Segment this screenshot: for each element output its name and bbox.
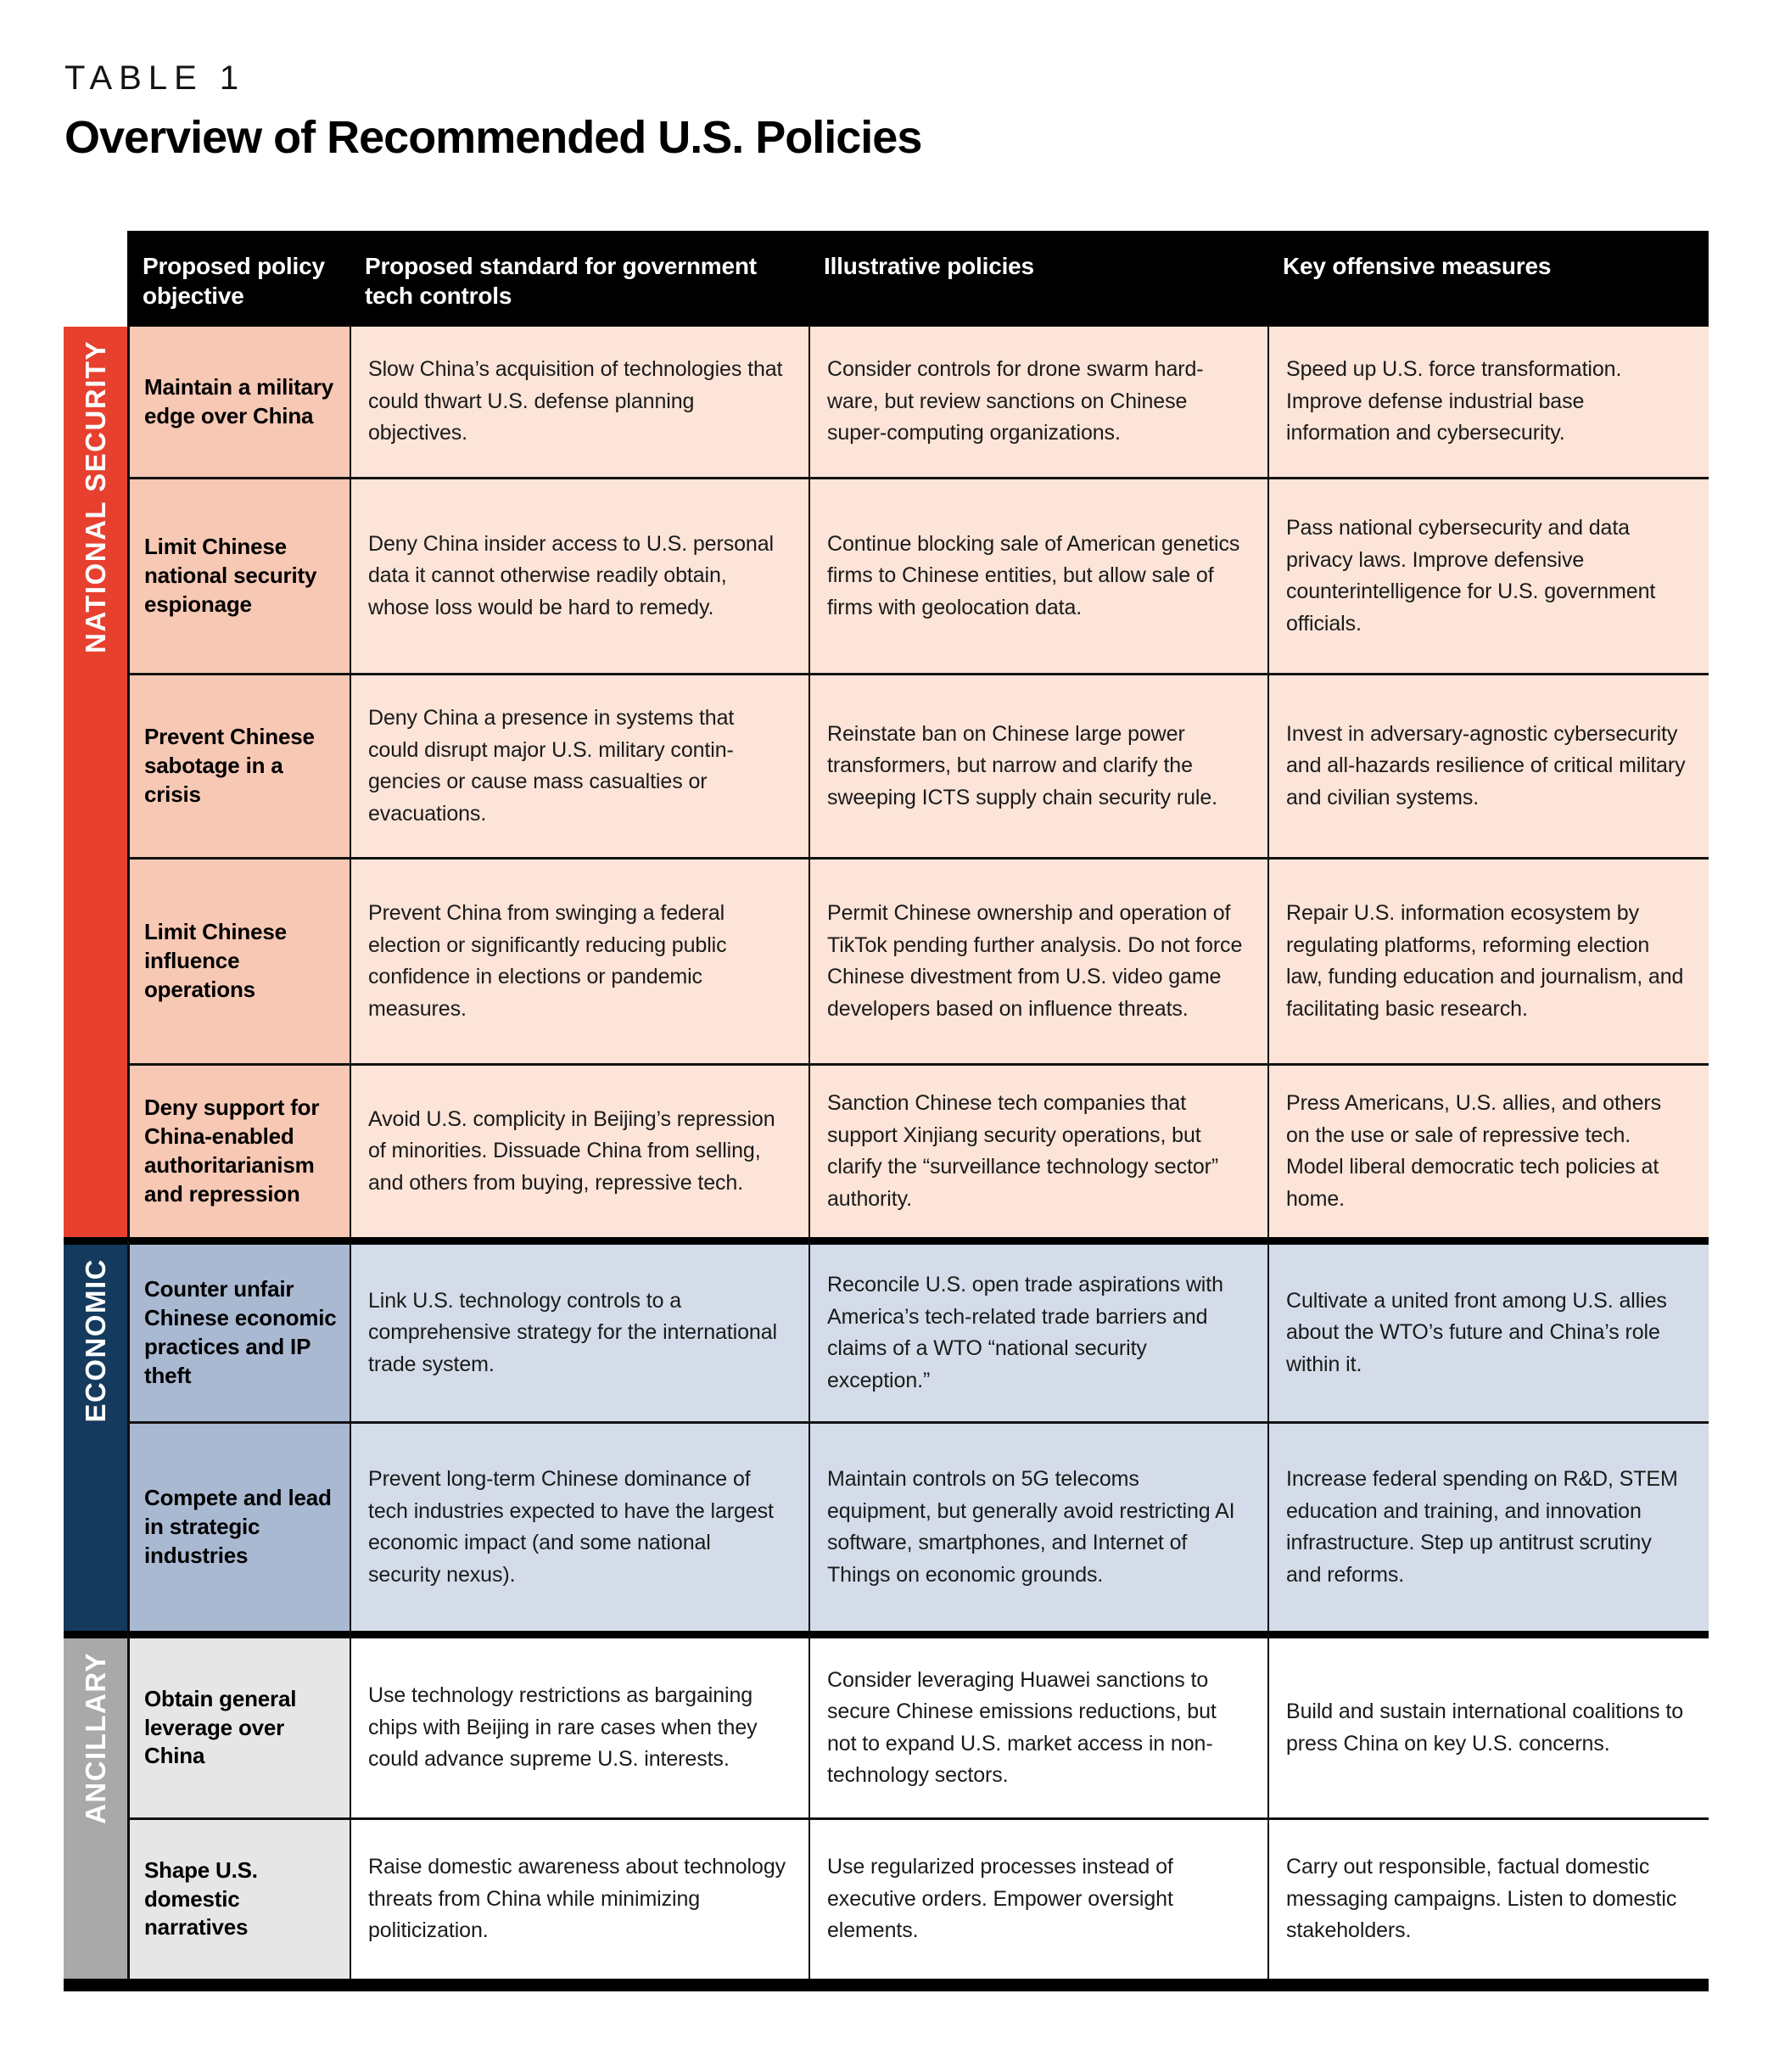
table-number-label: TABLE 1	[64, 59, 246, 97]
section-label-ancillary: ANCILLARY	[79, 1652, 111, 1824]
cell-objective: Deny support for China-enabled authoritarianism and repression	[127, 1063, 350, 1237]
cell-offensive: Press Americans, U.S. allies, and others on the use or sale of repressive tech. Model liberal democratic tech policies at home.	[1267, 1063, 1709, 1237]
title-block	[64, 61, 921, 162]
section-band-economic	[64, 1237, 127, 1631]
cell-offensive: Repair U.S. information ecosystem by regulating platforms, reforming election law, funding education and journalism, and facilitating basic research.	[1267, 857, 1709, 1063]
cell-policies: Continue blocking sale of American genetics firms to Chinese entities, but allow sale of firms with geolocation data.	[808, 477, 1267, 673]
cell-offensive: Increase federal spending on R&D, STEM education and training, and innovation infrastructure. Step up antitrust scrutiny and reforms.	[1267, 1421, 1709, 1631]
cell-offensive: Carry out responsible, factual domestic messaging campaigns. Listen to domestic stakeholders.	[1267, 1817, 1709, 1979]
cell-offensive: Build and sustain international coalitions to press China on key U.S. concerns.	[1267, 1631, 1709, 1817]
cell-offensive: Pass national cybersecurity and data privacy laws. Improve defensive counterintelligence for U.S. government officials.	[1267, 477, 1709, 673]
cell-policies: Permit Chinese ownership and operation of TikTok pending further analysis. Do not force Chinese divestment from U.S. video game developers based on influence threats.	[808, 857, 1267, 1063]
cell-standard: Deny China a presence in systems that could disrupt major U.S. military contingencies or cause mass casualties or evacuations.	[350, 673, 808, 857]
cell-objective: Limit Chinese national security espionage	[127, 477, 350, 673]
cell-standard: Use technology restrictions as bargaining chips with Beijing in rare cases when they could advance supreme U.S. interests.	[350, 1631, 808, 1817]
section-band-ancillary	[64, 1631, 127, 1979]
cell-offensive: Cultivate a united front among U.S. allies about the WTO’s future and China’s role within it.	[1267, 1237, 1709, 1421]
cell-standard: Deny China insider access to U.S. personal data it cannot otherwise readily obtain, whose loss would be hard to remedy.	[350, 477, 808, 673]
cell-policies: Sanction Chinese tech companies that support Xinjiang security operations, but clarify the “surveillance technology sector” authority.	[808, 1063, 1267, 1237]
cell-objective: Prevent Chinese sabotage in a crisis	[127, 673, 350, 857]
column-header-standard: Proposed standard for government tech controls	[350, 231, 808, 327]
cell-standard: Avoid U.S. complicity in Beijing’s repression of minorities. Dissuade China from selling, and others from buying, repressive tech.	[350, 1063, 808, 1237]
cell-objective: Counter unfair Chinese economic practices and IP theft	[127, 1237, 350, 1421]
cell-standard: Raise domestic awareness about technology threats from China while minimizing politicization.	[350, 1817, 808, 1979]
cell-policies: Maintain controls on 5G telecoms equipment, but generally avoid restricting AI software, smartphones, and Internet of Things on economic grounds.	[808, 1421, 1267, 1631]
section-band-national-security	[64, 327, 127, 1237]
cell-offensive: Speed up U.S. force transformation. Improve defense industrial base information and cybersecurity.	[1267, 327, 1709, 477]
cell-policies: Reconcile U.S. open trade aspirations with America’s tech-related trade barriers and claims of a WTO “national security exception.”	[808, 1237, 1267, 1421]
cell-objective: Limit Chinese influence operations	[127, 857, 350, 1063]
recommended-policies-table	[64, 231, 1709, 1991]
cell-objective: Compete and lead in strategic industries	[127, 1421, 350, 1631]
table-bottom-rule	[64, 1979, 1709, 1991]
cell-standard: Prevent China from swinging a federal election or significantly reducing public confidence in elections or pandemic measures.	[350, 857, 808, 1063]
cell-policies: Use regularized processes instead of executive orders. Empower oversight elements.	[808, 1817, 1267, 1979]
section-label-economic: ECONOMIC	[79, 1258, 111, 1423]
cell-objective: Shape U.S. domestic narratives	[127, 1817, 350, 1979]
cell-offensive: Invest in adversary-agnostic cybersecurity and all-hazards resilience of critical military and civilian systems.	[1267, 673, 1709, 857]
cell-policies: Reinstate ban on Chinese large power transformers, but narrow and clarify the sweeping ICTS supply chain security rule.	[808, 673, 1267, 857]
page-title: Overview of Recommended U.S. Policies	[64, 112, 922, 163]
cell-standard: Prevent long-term Chinese dominance of tech industries expected to have the largest economic impact (and some national security nexus).	[350, 1421, 808, 1631]
column-header-offensive: Key offensive measures	[1267, 231, 1709, 327]
cell-objective: Maintain a military edge over China	[127, 327, 350, 477]
cell-policies: Consider controls for drone swarm hardware, but review sanctions on Chinese super-computing organizations.	[808, 327, 1267, 477]
cell-objective: Obtain general leverage over China	[127, 1631, 350, 1817]
column-header-objective: Proposed policy objective	[127, 231, 350, 327]
header-spacer	[64, 231, 127, 327]
cell-policies: Consider leveraging Huawei sanctions to secure Chinese emissions reductions, but not to expand U.S. market access in non-technology sectors.	[808, 1631, 1267, 1817]
section-label-national-security: NATIONAL SECURITY	[79, 340, 111, 653]
column-header-policies: Illustrative policies	[808, 231, 1267, 327]
cell-standard: Link U.S. technology controls to a comprehensive strategy for the international trade system.	[350, 1237, 808, 1421]
cell-standard: Slow China’s acquisition of technologies that could thwart U.S. defense planning objectives.	[350, 327, 808, 477]
